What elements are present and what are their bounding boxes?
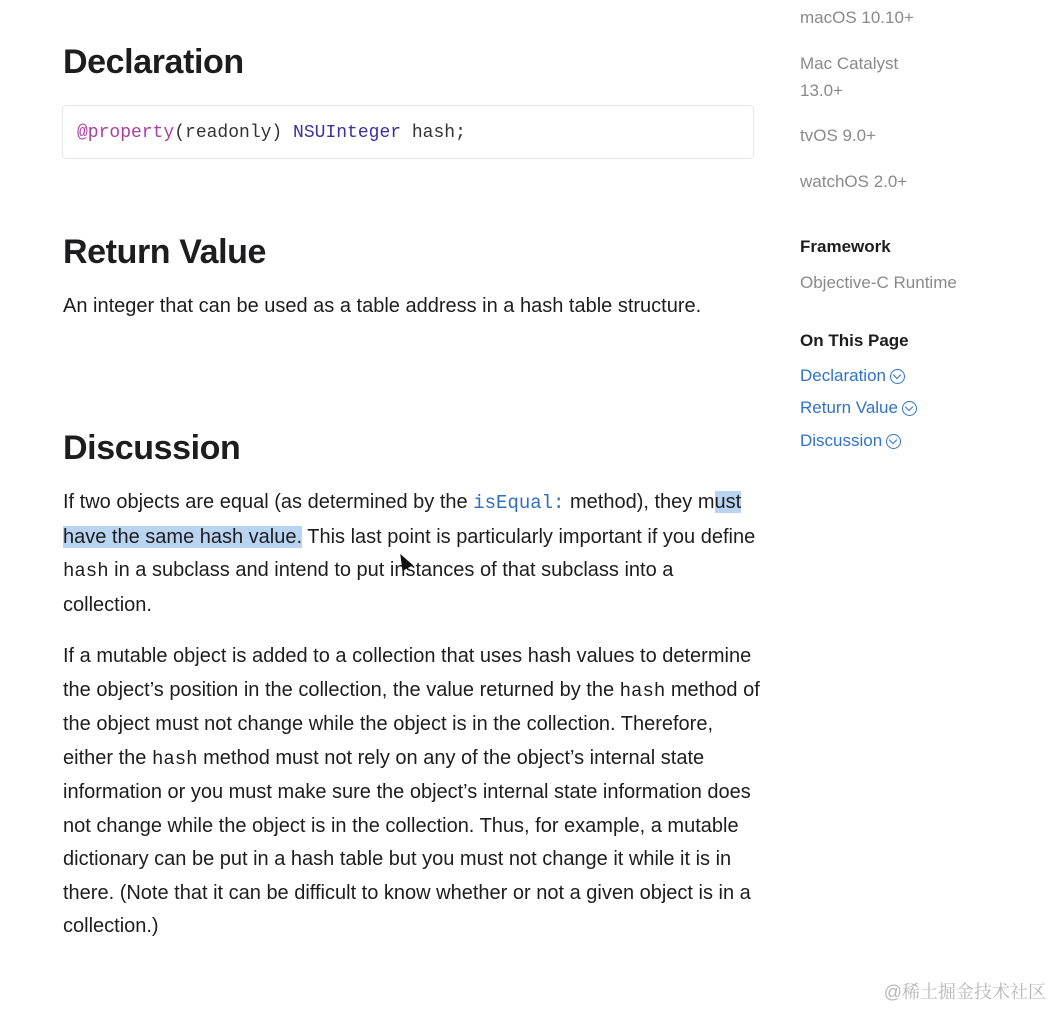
return-value-heading: Return Value xyxy=(63,233,267,271)
framework-link[interactable]: Objective-C Runtime xyxy=(800,273,957,292)
inline-code-hash: hash xyxy=(619,679,666,702)
return-value-text: An integer that can be used as a table address in a hash table structure. xyxy=(63,295,702,317)
chevron-down-icon xyxy=(902,401,917,416)
discussion-paragraph-1 xyxy=(63,486,763,622)
on-this-page-heading: On This Page xyxy=(800,331,909,350)
declaration-code-block xyxy=(62,105,754,159)
isequal-link[interactable]: isEqual: xyxy=(473,492,565,514)
code-keyword: @property xyxy=(77,123,175,143)
text-run: If two objects are equal (as determined by the xyxy=(63,491,474,513)
text-selection: ust have the same hash value. xyxy=(63,491,742,548)
watermark: @稀土掘金技术社区 xyxy=(883,982,1046,1002)
toc-label: Return Value xyxy=(800,398,898,417)
declaration-heading: Declaration xyxy=(63,43,244,81)
toc-item-declaration[interactable] xyxy=(800,366,905,386)
inline-code-hash: hash xyxy=(63,560,109,582)
discussion-paragraph-2 xyxy=(63,640,763,944)
toc-item-discussion[interactable] xyxy=(800,431,901,451)
toc-item-return-value[interactable] xyxy=(800,398,917,418)
discussion-heading: Discussion xyxy=(63,429,241,467)
sdk-tvos: tvOS 9.0+ xyxy=(800,126,877,145)
sdk-watchos: watchOS 2.0+ xyxy=(800,172,908,191)
text-run: This last point is particularly important if you define xyxy=(302,525,756,548)
chevron-down-icon xyxy=(890,369,905,384)
chevron-down-icon xyxy=(886,434,901,449)
text-run: If a mutable object is added to a collection that uses hash values to determine the object’s position in the collection, the value returned by the xyxy=(63,645,752,701)
text-run: method of the object must not change while the object is in the collection. Therefore, either the xyxy=(63,678,760,769)
text-run: method), they m xyxy=(564,491,715,513)
sdk-macos: macOS 10.10+ xyxy=(800,8,914,27)
toc-label: Declaration xyxy=(800,366,886,385)
code-rest: hash; xyxy=(401,123,466,143)
text-run: in a subclass and intend to put instances of that subclass into a collection. xyxy=(63,559,674,616)
framework-heading: Framework xyxy=(800,237,891,256)
sdk-mac-catalyst-version: 13.0+ xyxy=(800,81,844,100)
sdk-mac-catalyst: Mac Catalyst xyxy=(800,54,899,73)
toc-label: Discussion xyxy=(800,431,883,450)
code-type-link[interactable]: NSUInteger xyxy=(293,123,402,143)
code-attr: (readonly) xyxy=(174,123,294,143)
inline-code-hash: hash xyxy=(151,747,198,770)
text-run: method must not rely on any of the object’s internal state information or you must make sure the object’s internal state information does not change while the object is in the collection. Thus, for example, a mutable dictionary can be put in a hash table but you must not change it while it is in there. (Note that it can be difficult to know whether or not a given object is in a collection.) xyxy=(63,746,751,937)
